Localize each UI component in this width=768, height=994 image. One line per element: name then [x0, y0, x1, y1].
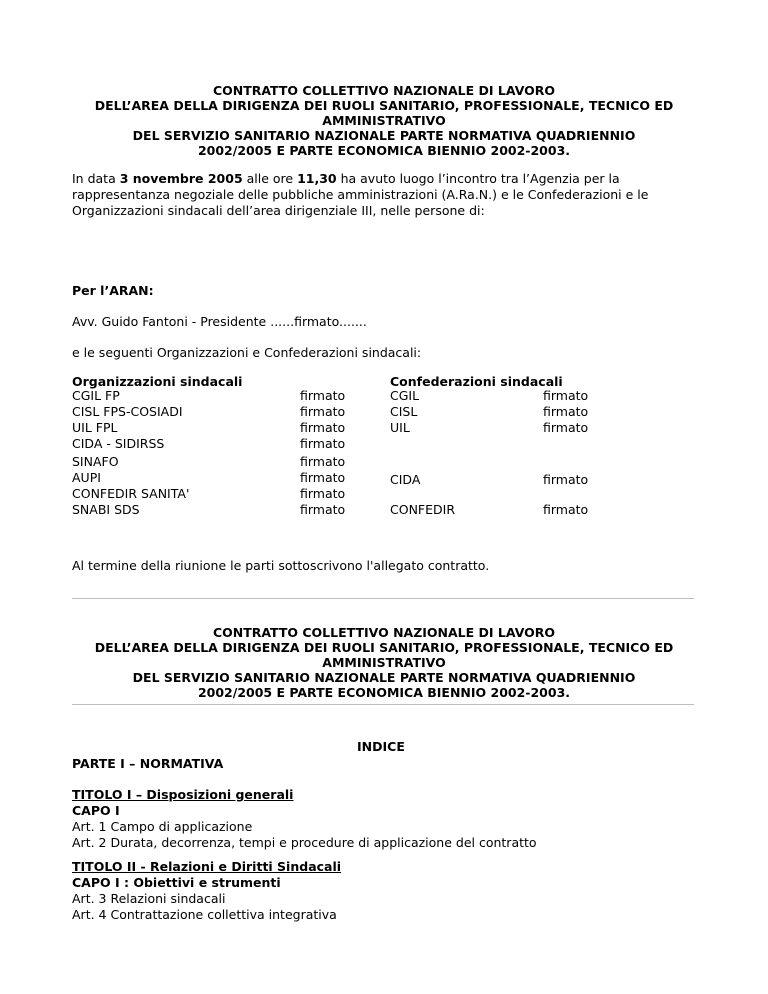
document-title-repeat — [66, 625, 702, 700]
index-heading: INDICE — [357, 739, 405, 754]
title-line: AMMINISTRATIVO — [322, 113, 446, 128]
table-cell: SINAFO — [72, 454, 119, 469]
table-cell: firmato — [300, 436, 346, 451]
table-cell: CISL FPS-COSIADI — [72, 404, 183, 419]
table-cell: firmato — [543, 404, 589, 419]
title-line: DEL SERVIZIO SANITARIO NAZIONALE PARTE NORMATIVA QUADRIENNIO — [132, 670, 636, 685]
titolo-heading: TITOLO I – Disposizioni generali — [72, 787, 294, 802]
organizzazioni-names — [72, 388, 189, 518]
organizzazioni-status — [300, 388, 345, 518]
table-cell: firmato — [300, 388, 346, 403]
capo-heading: CAPO I — [72, 803, 120, 818]
article-item: Art. 1 Campo di applicazione — [72, 819, 253, 834]
title-line: 2002/2005 E PARTE ECONOMICA BIENNIO 2002-2003. — [197, 143, 571, 158]
divider — [72, 598, 694, 599]
table-cell: CIDA — [390, 472, 421, 487]
table-cell — [390, 454, 455, 470]
table-cell: firmato — [300, 454, 346, 469]
table-cell: CONFEDIR — [390, 502, 456, 517]
confederazioni-heading: Confederazioni sindacali — [390, 374, 563, 389]
table-cell: firmato — [543, 420, 589, 435]
table-cell: firmato — [543, 472, 589, 487]
table-cell: firmato — [300, 420, 346, 435]
document-title — [66, 83, 702, 158]
aran-heading: Per l’ARAN: — [72, 283, 154, 298]
aran-signatory: Avv. Guido Fantoni - Presidente ......firmato....... — [72, 314, 367, 329]
table-cell: AUPI — [72, 470, 101, 485]
table-cell: CGIL FP — [72, 388, 120, 403]
table-cell: firmato — [300, 486, 346, 501]
table-cell: firmato — [543, 388, 589, 403]
title-line: CONTRATTO COLLETTIVO NAZIONALE DI LAVORO — [212, 83, 556, 98]
title-line: DELL’AREA DELLA DIRIGENZA DEI RUOLI SANITARIO, PROFESSIONALE, TECNICO ED — [94, 98, 674, 113]
meeting-date: 3 novembre 2005 — [119, 171, 243, 186]
unions-intro: e le seguenti Organizzazioni e Confederazioni sindacali: — [72, 345, 422, 360]
parte-heading: PARTE I – NORMATIVA — [72, 756, 224, 771]
confederazioni-names — [390, 388, 455, 518]
table-cell: UIL — [390, 420, 410, 435]
table-cell: UIL FPL — [72, 420, 118, 435]
organizzazioni-heading: Organizzazioni sindacali — [72, 374, 243, 389]
intro-paragraph: In data 3 novembre 2005 alle ore 11,30 ha avuto luogo l’incontro tra l’Agenzia per la rappresentanza negoziale delle pubbliche amministrazioni (A.Ra.N.) e le Confederazioni e le Organizzazioni sindacali dell’area dirigenziale III, nelle persone di: — [72, 171, 649, 218]
confederazioni-status — [543, 388, 588, 518]
table-cell: SNABI SDS — [72, 502, 140, 517]
table-cell: firmato — [300, 470, 346, 485]
table-cell — [543, 454, 588, 470]
title-line: DEL SERVIZIO SANITARIO NAZIONALE PARTE NORMATIVA QUADRIENNIO — [132, 128, 636, 143]
table-cell: CISL — [390, 404, 418, 419]
table-cell — [543, 436, 588, 452]
capo-heading: CAPO I : Obiettivi e strumenti — [72, 875, 281, 890]
title-line: CONTRATTO COLLETTIVO NAZIONALE DI LAVORO — [212, 625, 556, 640]
article-item: Art. 2 Durata, decorrenza, tempi e procedure di applicazione del contratto — [72, 835, 537, 850]
titolo-heading: TITOLO II - Relazioni e Diritti Sindacali — [72, 859, 342, 874]
index-section — [72, 859, 341, 923]
table-cell: CIDA - SIDIRSS — [72, 436, 165, 451]
article-item: Art. 4 Contrattazione collettiva integrativa — [72, 907, 337, 922]
table-cell: firmato — [300, 502, 346, 517]
table-cell: CGIL — [390, 388, 420, 403]
table-cell — [390, 436, 455, 452]
title-line: DELL’AREA DELLA DIRIGENZA DEI RUOLI SANITARIO, PROFESSIONALE, TECNICO ED — [94, 640, 674, 655]
title-line: AMMINISTRATIVO — [322, 655, 446, 670]
table-cell: CONFEDIR SANITA' — [72, 486, 190, 501]
divider — [72, 704, 694, 705]
title-line: 2002/2005 E PARTE ECONOMICA BIENNIO 2002-2003. — [197, 685, 571, 700]
meeting-time: 11,30 — [297, 171, 337, 186]
article-item: Art. 3 Relazioni sindacali — [72, 891, 226, 906]
table-cell: firmato — [300, 404, 346, 419]
closing-sentence: Al termine della riunione le parti sottoscrivono l'allegato contratto. — [72, 558, 490, 573]
index-section — [72, 787, 537, 851]
table-cell: firmato — [543, 502, 589, 517]
